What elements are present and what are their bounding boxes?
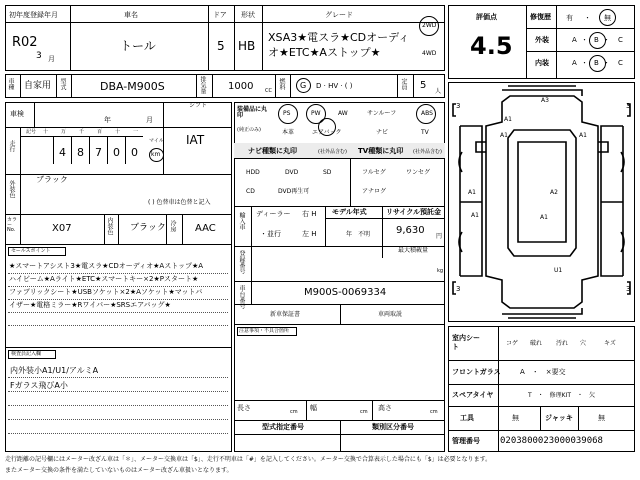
- sales-points-label: セールスポイント: [11, 248, 51, 254]
- type-label: 型式: [59, 78, 66, 90]
- damage-label: A1: [540, 214, 548, 221]
- mileage-digit: 0: [131, 146, 138, 159]
- interior-color-value: ブラック: [130, 223, 166, 233]
- first-reg-month-unit: 月: [48, 55, 55, 63]
- jack-value: 無: [598, 414, 605, 422]
- equipment-item: エアバック: [312, 129, 342, 136]
- nav-item: DVD: [285, 169, 299, 176]
- footer-line1: 走行距離の記号欄にはメーター改ざん車は「＊」、メーター交換車は「$」、走行不明車は「#」を記入してください。メーター交換で合算表示した場合にも「$」は必要となります。: [5, 456, 492, 463]
- sales-point-line: イザー★電格ミラー★Rワイパー★SRSエアバッグ★: [9, 301, 171, 309]
- damage-label: A1: [471, 212, 479, 219]
- capacity-label: 定員: [400, 78, 407, 90]
- score-value: 4.5: [470, 32, 513, 60]
- front-glass-label: フロントガラス: [452, 368, 501, 376]
- displacement-label: 排気量: [199, 76, 206, 94]
- warranty-label: 新車保証書: [270, 311, 301, 318]
- class-label: 類別区分番号: [372, 423, 414, 431]
- int-grade-label: 内装: [535, 59, 549, 67]
- repair-separator: ・: [584, 14, 591, 22]
- diagram-bracket-label: 3: [456, 102, 461, 110]
- reg-label: 登録番号: [238, 250, 245, 274]
- interior-seat-item: キズ: [604, 340, 616, 347]
- interior-seat-item: コゲ: [506, 340, 519, 347]
- score-label: 評価点: [476, 13, 497, 21]
- import-parallel: ・並行: [260, 230, 281, 238]
- equipment-sublabel: (純正のみ): [237, 127, 261, 133]
- mileage-digit-header: 万: [61, 129, 67, 135]
- type-spec-label: 型式指定番号: [262, 423, 304, 431]
- nav-sublabel: (社外品含む): [318, 149, 347, 155]
- tools-value: 無: [512, 414, 519, 422]
- damage-label: A3: [541, 97, 549, 104]
- chassis-label: 車台番号: [238, 285, 245, 309]
- grade-line2: オ★ETC★Aストップ★: [268, 46, 381, 59]
- ext-grade: A: [572, 36, 577, 44]
- ac-value: AAC: [195, 223, 216, 234]
- model-year-label: モデル年式: [332, 208, 367, 216]
- car-type-label: 車種: [7, 78, 14, 90]
- displacement-unit: CC: [265, 88, 272, 94]
- recycle-value: 9,630: [396, 225, 425, 236]
- jack-label: ジャッキ: [545, 414, 573, 422]
- interior-seat-item: 汚れ: [556, 340, 569, 347]
- mileage-note: 記号: [26, 129, 37, 135]
- shift-label: シフト: [189, 102, 208, 109]
- model-year-value: 年 不明: [346, 231, 371, 238]
- sales-point-line: ハイビーム★Aライト★ETC★スマートキー×2★Pスタート★: [9, 275, 199, 283]
- drive-2wd: 2WD: [422, 22, 437, 29]
- equipment-item: PW: [311, 110, 321, 117]
- damage-label: A1: [579, 132, 587, 139]
- mileage-digit-header: 千: [79, 129, 85, 135]
- type-value: DBA-M900S: [100, 80, 165, 93]
- manual-label: 車両取説: [378, 311, 403, 318]
- height-label: 高さ: [378, 404, 392, 412]
- car-damage-diagram: [448, 82, 635, 322]
- displacement-value: 1000: [228, 81, 254, 92]
- capacity-value: 5: [420, 80, 427, 91]
- import-label: 輸入車: [238, 212, 245, 230]
- shift-value: IAT: [186, 133, 205, 147]
- tv-item: ワンセグ: [406, 169, 431, 176]
- model-label: 車名: [124, 11, 138, 19]
- drive-4wd: 4WD: [422, 50, 437, 57]
- car-type-value: 自家用: [24, 81, 52, 91]
- int-grade: A: [572, 59, 577, 67]
- tools-label: 工具: [460, 414, 474, 422]
- ext-grade: B: [594, 36, 599, 44]
- chassis-value: M900S-0069334: [304, 287, 387, 298]
- notes-label: 注意事項・不具合箇所: [239, 328, 290, 334]
- inspector-notes-label: 検査員記入欄: [11, 351, 42, 357]
- first-reg-label: 初年度登録年月: [9, 11, 58, 19]
- mileage-digit-header: 百: [97, 129, 103, 135]
- spare-tire-value: T ・ 修理KIT ・ 欠: [528, 392, 596, 399]
- equipment-item: AW: [338, 110, 348, 117]
- import-dealer: ディーラー: [256, 210, 291, 218]
- import-right: 右 H: [302, 210, 317, 218]
- color-no-label: カラー No.: [7, 217, 18, 233]
- int-grade-sep: ・: [603, 59, 610, 67]
- diagram-bracket-label: 3: [456, 285, 461, 293]
- front-glass-value: A ・ ×要交: [520, 368, 566, 376]
- fuel-label: 燃料: [278, 78, 285, 90]
- equipment-item: 本革: [282, 129, 295, 136]
- width-label: 幅: [310, 404, 317, 412]
- length-label: 長さ: [237, 404, 251, 412]
- inspector-note-line: 内外装小A1/U1/アルミA: [10, 366, 99, 375]
- tv-label: TV種類に丸印: [358, 147, 404, 155]
- equipment-item: ABS: [421, 110, 433, 117]
- int-grade: B: [594, 59, 599, 67]
- equipment-item: サンルーフ: [367, 110, 397, 117]
- repair-label: 修復歴: [530, 13, 551, 21]
- int-grade-sep: ・: [581, 59, 588, 67]
- nav-item: CD: [246, 188, 255, 195]
- ext-grade: C: [618, 36, 623, 44]
- capacity-unit: 人: [435, 88, 442, 95]
- recycle-unit: 円: [436, 233, 443, 240]
- mileage-digit: 0: [113, 146, 120, 159]
- exterior-label: 外装色: [8, 180, 15, 198]
- grade-label: グレード: [325, 11, 353, 19]
- damage-label: A1: [500, 132, 508, 139]
- ext-grade-sep: ・: [581, 36, 588, 44]
- interior-seat-item: 破れ: [530, 340, 543, 347]
- diagram-bracket-label: 3: [626, 285, 631, 293]
- equipment-item: ナビ: [376, 129, 389, 136]
- nav-item: DVD再生可: [278, 188, 310, 195]
- mileage-digit: 8: [77, 146, 84, 159]
- ac-label: 冷房: [169, 220, 176, 232]
- height-unit: cm: [430, 409, 438, 415]
- mileage-digit-header: 十: [115, 129, 121, 135]
- nav-item: SD: [323, 169, 332, 176]
- interior-seat-label: 室内シート: [452, 334, 480, 352]
- mileage-label: 走行: [8, 140, 15, 152]
- first-reg-year: R02: [12, 35, 38, 50]
- recycle-label: リサイクル預託金: [386, 208, 442, 216]
- model-value: トール: [120, 39, 156, 53]
- max-load-unit: kg: [437, 268, 444, 274]
- equipment-label: 装備品に丸印: [237, 106, 268, 119]
- inspection-year: 年: [104, 116, 111, 124]
- tv-item: フルセグ: [362, 169, 386, 176]
- management-value: 0203800023000039068: [500, 436, 603, 446]
- footer-line2: またメーター交換の条件を満たしていないものはメーター改ざん車扱いとなります。: [5, 467, 233, 474]
- inspection-month: 月: [146, 116, 153, 124]
- spare-tire-label: スペアタイヤ: [452, 391, 494, 399]
- grade-line1: XSA3★電スラ★CDオーディ: [268, 31, 410, 44]
- sales-point-line: ★スマートアシスト3★電スラ★CDオーディオ★Aストップ★A: [9, 262, 204, 270]
- nav-label: ナビ種類に丸印: [248, 147, 297, 155]
- interior-seat-item: 穴: [580, 340, 587, 347]
- interior-color-label: 内装色: [106, 217, 113, 235]
- ext-grade-sep: ・: [603, 36, 610, 44]
- sales-point-line: ファブリックシート★USBソケット×2★Aソケット★マットバ: [9, 288, 203, 296]
- equipment-item: PS: [283, 110, 291, 117]
- color-no-value: X07: [52, 223, 72, 234]
- width-unit: cm: [360, 409, 368, 415]
- first-reg-month: 3: [36, 51, 42, 61]
- mileage-unit-km: km: [151, 151, 161, 158]
- repair-option-no: 無: [604, 14, 611, 22]
- equipment-item: TV: [421, 129, 429, 136]
- damage-label: A1: [468, 189, 476, 196]
- fuel-rest: D · HV · ( ): [316, 82, 353, 90]
- int-grade: C: [618, 59, 623, 67]
- max-load-label: 最大積載量: [398, 247, 429, 254]
- management-label: 管理番号: [452, 437, 480, 445]
- shape-value: HB: [238, 39, 256, 53]
- doors-label: ドア: [213, 11, 227, 19]
- damage-label: A1: [504, 116, 512, 123]
- length-unit: cm: [290, 409, 298, 415]
- mileage-digit: 7: [95, 146, 102, 159]
- diagram-bracket-label: 3: [626, 102, 631, 110]
- damage-label: A2: [550, 189, 558, 196]
- exterior-value: ブラック: [36, 175, 68, 184]
- doors-value: 5: [217, 39, 225, 53]
- shape-label: 形状: [241, 11, 255, 19]
- mileage-digit: 4: [59, 146, 66, 159]
- damage-label: U1: [554, 267, 563, 274]
- tv-sublabel: (社外品含む): [413, 149, 442, 155]
- inspector-note-line: Fガラス飛びA小: [10, 381, 68, 390]
- mileage-unit-mile: マイル: [149, 138, 164, 144]
- nav-item: HDD: [246, 169, 260, 176]
- fuel-selected: G: [300, 81, 307, 90]
- import-left: 左 H: [302, 230, 317, 238]
- mileage-digit-header: 一: [133, 129, 139, 135]
- inspection-label: 車検: [10, 110, 24, 118]
- mileage-digit-header: 十: [43, 129, 49, 135]
- repair-option-yes: 有: [566, 14, 573, 22]
- exterior-note: ( ) 色替車は色替と記入: [148, 199, 211, 206]
- ext-grade-label: 外装: [535, 36, 549, 44]
- tv-item: アナログ: [362, 188, 387, 195]
